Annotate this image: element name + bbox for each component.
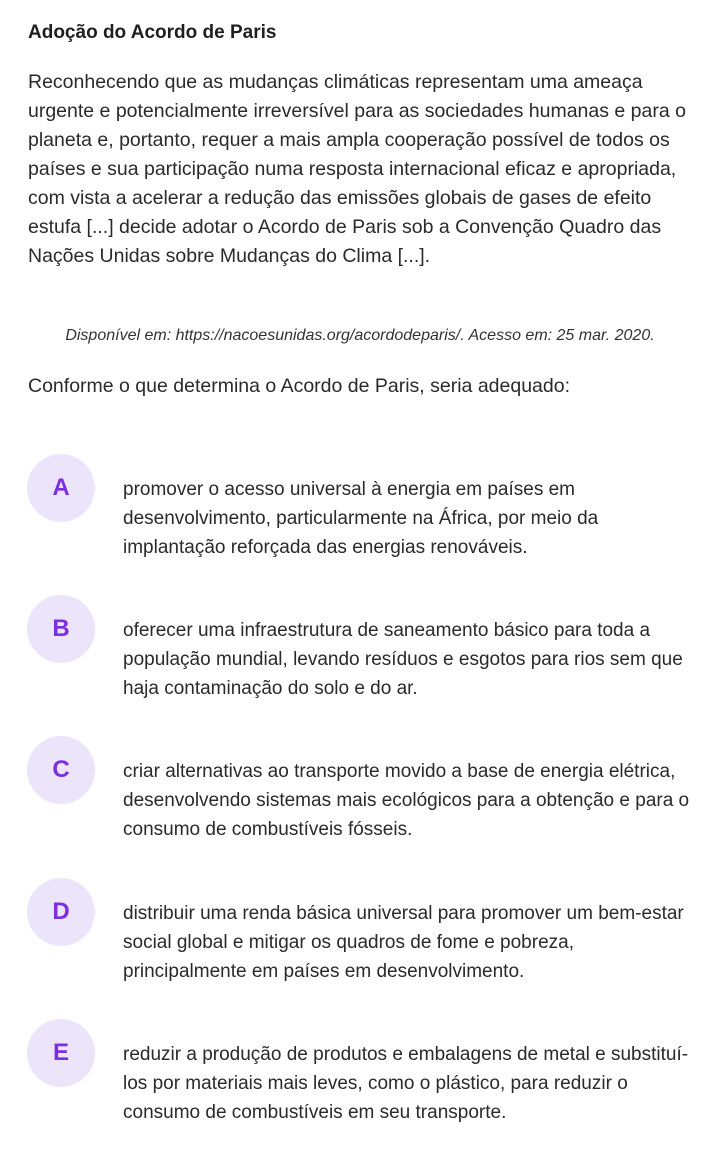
option-a-letter-badge[interactable]: A	[27, 454, 95, 522]
passage-text: Reconhecendo que as mudanças climáticas representam uma ameaça urgente e potencialmente irreversível para as sociedades humanas e para o planeta e, portanto, requer a mais ampla cooperação possível de todos os países e sua participação numa resposta internacional eficaz e apropriada, com vista a acelerar a redução das emissões globais de gases de efeito estufa [...] decide adotar o Acordo de Paris sob a Convenção Quadro das Nações Unidas sobre Mudanças do Clima [...].	[28, 71, 686, 267]
option-e-letter-badge[interactable]: E	[27, 1019, 95, 1087]
option-d-text[interactable]: distribuir uma renda básica universal para promover um bem-estar social global e mitigar os quadros de fome e pobreza, principalmente em países em desenvolvimento.	[123, 903, 684, 982]
option-c-letter-badge[interactable]: C	[27, 736, 95, 804]
source-citation: Disponível em: https://nacoesunidas.org/acordodeparis/. Acesso em: 25 mar. 2020.	[65, 327, 655, 344]
question-prompt: Conforme o que determina o Acordo de Paris, seria adequado:	[28, 375, 571, 397]
option-b-text[interactable]: oferecer uma infraestrutura de saneamento básico para toda a população mundial, levando resíduos e esgotos para rios sem que haja contaminação do solo e do ar.	[123, 620, 683, 699]
option-e-text[interactable]: reduzir a produção de produtos e embalagens de metal e substituí-los por materiais mais leves, como o plástico, para reduzir o consumo de combustíveis em seu transporte.	[123, 1044, 689, 1123]
option-a-text[interactable]: promover o acesso universal à energia em países em desenvolvimento, particularmente na África, por meio da implantação reforçada das energias renováveis.	[123, 479, 599, 558]
option-c-text[interactable]: criar alternativas ao transporte movido a base de energia elétrica, desenvolvendo sistemas mais ecológicos para a obtenção e para o consumo de combustíveis fósseis.	[123, 761, 690, 840]
passage-title: Adoção do Acordo de Paris	[28, 22, 277, 43]
option-b-letter-badge[interactable]: B	[27, 595, 95, 663]
option-d-letter-badge[interactable]: D	[27, 878, 95, 946]
